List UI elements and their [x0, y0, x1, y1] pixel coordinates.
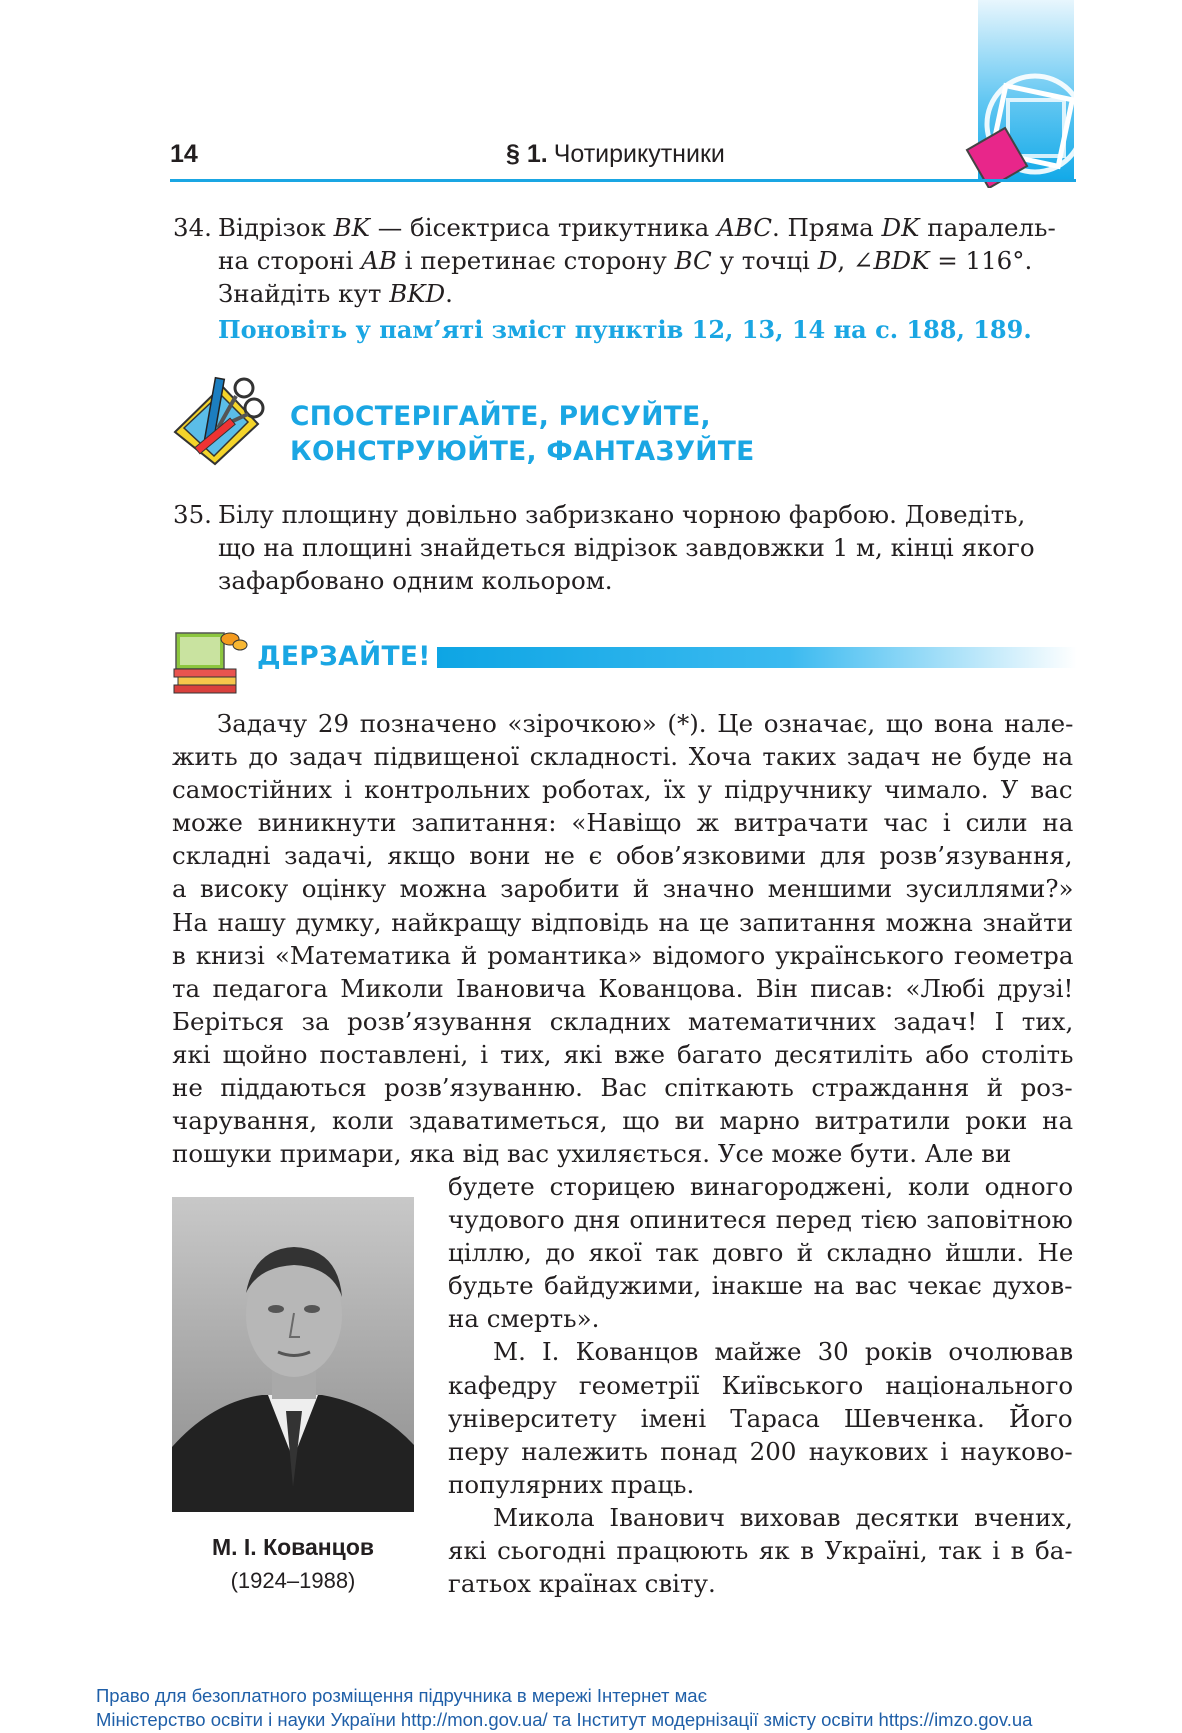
squares-logo-icon — [955, 60, 1080, 188]
observe-title-line-2: КОНСТРУЮЙТЕ, ФАНТАЗУЙТЕ — [290, 436, 755, 467]
text-line: пошуки примари, яка від вас ухиляється. Усе може бути. Але ви — [172, 1139, 1012, 1169]
review-note: Поновіть у пам’яті зміст пунктів 12, 13, 14 на с. 188, 189. — [218, 315, 1032, 344]
text-line: складні задачі, якщо вони не є обов’язковими для розв’язування, — [172, 841, 1073, 871]
problem-35-text: Білу площину довільно забризкано чорною фарбою. Доведіть, — [218, 500, 1026, 529]
math-variable: AB — [361, 246, 397, 275]
problem-34-line-2 — [173, 244, 1073, 277]
dare-paragraph — [172, 707, 1073, 1170]
text-line: На нашу думку, найкращу відповідь на це запитання можна знайти — [172, 907, 1074, 937]
portrait-photo-image — [172, 1197, 414, 1512]
problem-number: 34. — [173, 213, 212, 242]
text-line: будьте байдужими, інакше на вас чекає духов- — [448, 1271, 1073, 1301]
books-butterfly-icon — [170, 625, 248, 695]
problem-35-line-2: що на площині знайдеться відрізок завдовжки 1 м, кінці якого — [218, 533, 1035, 562]
portrait-photo — [172, 1197, 414, 1512]
text-line: в книзі «Математика й романтика» відомого українського геометра — [172, 940, 1074, 970]
text-line: чарування, коли здаватиметься, що ви марно витратили роки на — [172, 1106, 1074, 1136]
problem-text-fragment: у точці — [711, 246, 818, 275]
text-line: перу належить понад 200 наукових і науково- — [448, 1436, 1073, 1466]
text-line: може виникнути запитання: «Навіщо ж витрачати час і сили на — [172, 808, 1074, 838]
math-variable: ABC — [717, 213, 772, 242]
problem-text-fragment: Знайдіть кут — [218, 279, 390, 308]
problem-text-fragment: , ∠ — [837, 246, 874, 275]
problem-number: 35. — [173, 500, 212, 529]
text-line: Микола Іванович виховав десятки вчених, — [493, 1502, 1073, 1532]
photo-caption-name: М. І. Кованцов — [211, 1534, 375, 1560]
dare-paragraph-continued — [448, 1170, 1073, 1600]
dare-gradient-bar — [437, 647, 1077, 668]
math-variable: BK — [333, 213, 370, 242]
section-name: Чотирикутники — [553, 140, 725, 168]
text-line: ціллю, до якої так довго й складно йшли. Не — [448, 1238, 1074, 1268]
text-line: жить до задач підвищеної складності. Хоча таких задач не буде на — [172, 742, 1074, 772]
problem-text-fragment: Відрізок — [218, 213, 334, 242]
section-mark: § 1. — [506, 140, 548, 168]
problem-text-fragment: = 116°. — [929, 246, 1033, 275]
problem-text-fragment: і перетинає сторону — [396, 246, 675, 275]
text-line: гатьох країнах світу. — [448, 1569, 716, 1599]
text-line: не піддаються розв’язуванню. Вас спіткають страждання й роз- — [172, 1073, 1073, 1103]
photo-caption-years: (1924–1988) — [230, 1568, 356, 1593]
section-title — [506, 140, 725, 169]
text-line: М. І. Кованцов майже 30 років очолював — [493, 1337, 1074, 1367]
page-number: 14 — [170, 140, 198, 168]
text-line: та педагога Миколи Івановича Кованцова. Він писав: «Любі друзі! — [172, 973, 1074, 1003]
text-line: Беріться за розв’язування складних математичних задач! І тих, — [172, 1006, 1074, 1036]
problem-34-line-1 — [173, 211, 1073, 244]
math-variable: D — [817, 246, 838, 275]
text-line: які щойно поставлені, і тих, які вже багато десятиліть або століть — [172, 1039, 1074, 1069]
observe-title-line-1: СПОСТЕРІГАЙТЕ, РИСУЙТЕ, — [290, 401, 711, 432]
problem-text-fragment: . — [445, 279, 453, 308]
text-line: самостійних і контрольних роботах, їх у підручнику чимало. У вас — [172, 775, 1073, 805]
problem-text-fragment: — бісектриса трикутника — [369, 213, 718, 242]
problem-34-text — [218, 213, 1056, 242]
problem-34 — [173, 211, 1073, 310]
problem-35-line-1 — [173, 498, 1073, 531]
math-variable: BDK — [873, 246, 930, 275]
math-variable: BKD — [389, 279, 446, 308]
dare-title: ДЕРЗАЙТЕ! — [257, 641, 431, 672]
problem-35 — [173, 498, 1073, 597]
problem-text-fragment: паралель- — [919, 213, 1056, 242]
text-line: університету імені Тараса Шевченка. Його — [448, 1403, 1073, 1433]
text-line: які сьогодні працюють як в Україні, так і в ба- — [448, 1536, 1073, 1566]
text-line: Задачу 29 позначено «зірочкою» (*). Це означає, що вона нале- — [217, 709, 1074, 738]
text-line: кафедру геометрії Київського національного — [448, 1370, 1074, 1400]
problem-35-line-3: зафарбовано одним кольором. — [218, 566, 613, 595]
problem-text-fragment: . Пряма — [771, 213, 882, 242]
text-line: чудового дня опинитеся перед тією заповітною — [448, 1205, 1073, 1235]
text-line: будете сторицею винагороджені, коли одного — [448, 1172, 1074, 1201]
problem-34-line-3 — [173, 277, 1073, 310]
footer-ministry-line: Міністерство освіти і науки України http://mon.gov.ua/ та Інститут модернізації змісту освіти https://imzo.gov.ua — [96, 1709, 1033, 1730]
text-line: популярних праць. — [448, 1469, 695, 1499]
math-variable: BC — [674, 246, 712, 275]
math-variable: DK — [881, 213, 920, 242]
text-line: а високу оцінку можна заробити й значно меншими зусиллями?» — [172, 874, 1074, 904]
text-line: на смерть». — [448, 1304, 600, 1334]
drawing-tools-icon — [170, 372, 270, 468]
footer-rights-line: Право для безоплатного розміщення підручника в мережі Інтернет має — [96, 1685, 708, 1706]
header-rule — [170, 179, 1076, 182]
problem-text-fragment: на стороні — [218, 246, 362, 275]
